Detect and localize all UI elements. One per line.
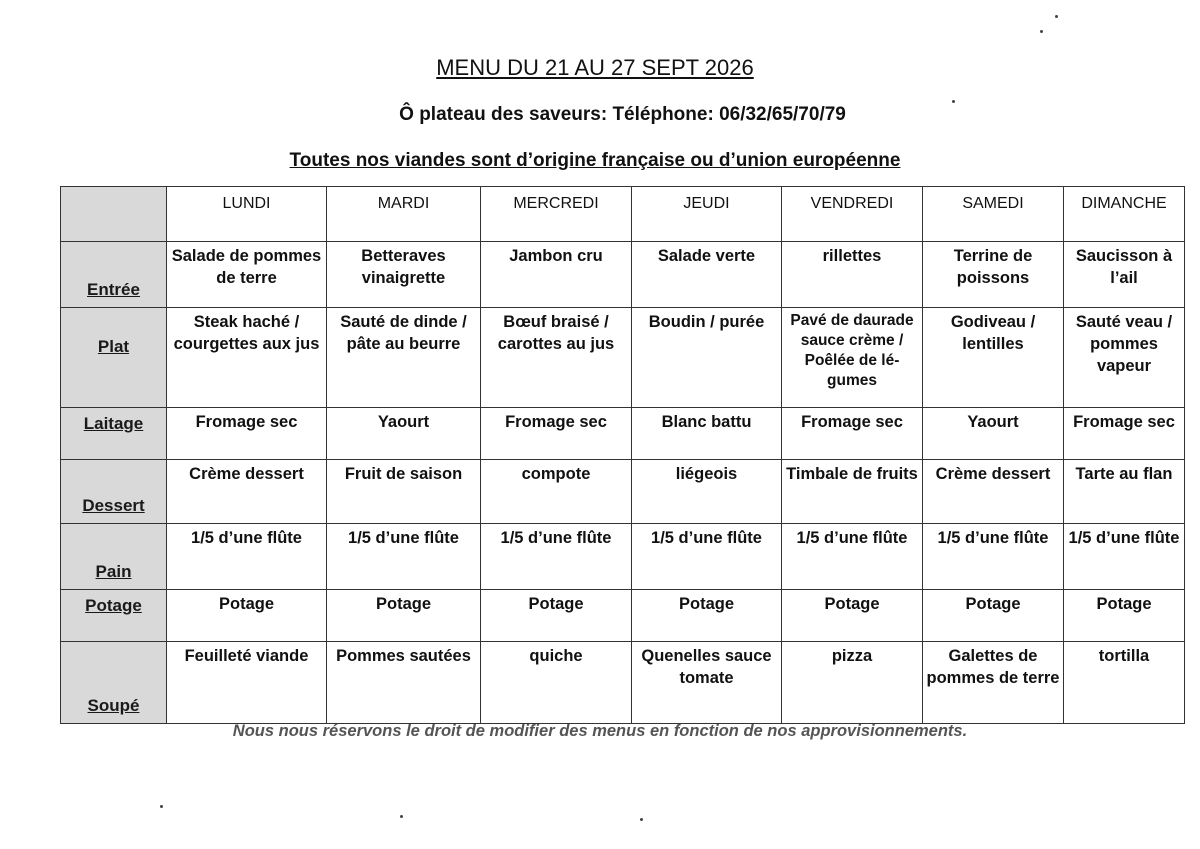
menu-cell: Timbale de fruits xyxy=(782,460,923,524)
scan-speck xyxy=(640,818,643,821)
row-label: Dessert xyxy=(61,460,167,524)
menu-row-plat xyxy=(61,308,1185,408)
row-label: Soupé xyxy=(61,642,167,724)
menu-cell: 1/5 d’une flûte xyxy=(167,524,327,590)
restaurant-contact: Ô plateau des saveurs: Téléphone: 06/32/65/70/79 xyxy=(399,104,846,125)
menu-cell: Potage xyxy=(632,590,782,642)
menu-cell: Feuilleté viande xyxy=(167,642,327,724)
menu-cell: Jambon cru xyxy=(481,242,632,308)
menu-cell: rillettes xyxy=(782,242,923,308)
menu-cell: Potage xyxy=(923,590,1064,642)
day-header: LUNDI xyxy=(167,187,327,242)
menu-cell: Potage xyxy=(481,590,632,642)
menu-cell: Potage xyxy=(327,590,481,642)
corner-cell xyxy=(61,187,167,242)
menu-cell: Yaourt xyxy=(923,408,1064,460)
row-label: Entrée xyxy=(61,242,167,308)
scan-speck xyxy=(952,100,955,103)
menu-cell: 1/5 d’une flûte xyxy=(923,524,1064,590)
weekly-menu-table xyxy=(60,186,1185,724)
menu-cell: 1/5 d’une flûte xyxy=(782,524,923,590)
menu-cell: Blanc battu xyxy=(632,408,782,460)
menu-cell: Terrine de poissons xyxy=(923,242,1064,308)
menu-cell: Betteraves vinaigrette xyxy=(327,242,481,308)
menu-cell: Salade de pommes de terre xyxy=(167,242,327,308)
meat-origin-notice: Toutes nos viandes sont d’origine française ou d’union européenne xyxy=(289,150,901,171)
scan-speck xyxy=(1055,15,1058,18)
menu-cell: Potage xyxy=(1064,590,1185,642)
row-label: Plat xyxy=(61,308,167,408)
menu-row-laitage xyxy=(61,408,1185,460)
menu-cell: 1/5 d’une flûte xyxy=(327,524,481,590)
menu-cell: pizza xyxy=(782,642,923,724)
menu-cell: Galettes de pommes de terre xyxy=(923,642,1064,724)
menu-cell: Steak haché / courgettes aux jus xyxy=(167,308,327,408)
menu-cell: Sauté de dinde / pâte au beurre xyxy=(327,308,481,408)
row-label: Potage xyxy=(61,590,167,642)
menu-cell: Boudin / purée xyxy=(632,308,782,408)
menu-cell: Potage xyxy=(167,590,327,642)
menu-cell: tortilla xyxy=(1064,642,1185,724)
menu-cell: 1/5 d’une flûte xyxy=(632,524,782,590)
day-header: JEUDI xyxy=(632,187,782,242)
menu-cell: Tarte au flan xyxy=(1064,460,1185,524)
menu-cell: Fromage sec xyxy=(167,408,327,460)
menu-cell: Sauté veau / pommes vapeur xyxy=(1064,308,1185,408)
scan-speck xyxy=(1040,30,1043,33)
menu-cell: Quenelles sauce tomate xyxy=(632,642,782,724)
menu-cell: Pavé de daurade sauce crème / Poêlée de lé-gumes xyxy=(782,308,923,408)
menu-cell: Salade verte xyxy=(632,242,782,308)
menu-row-potage xyxy=(61,590,1185,642)
menu-cell: liégeois xyxy=(632,460,782,524)
menu-cell: Yaourt xyxy=(327,408,481,460)
menu-cell: Fromage sec xyxy=(1064,408,1185,460)
menu-cell: compote xyxy=(481,460,632,524)
menu-cell: Saucisson à l’ail xyxy=(1064,242,1185,308)
scan-speck xyxy=(400,815,403,818)
menu-cell: 1/5 d’une flûte xyxy=(481,524,632,590)
day-header: DIMANCHE xyxy=(1064,187,1185,242)
day-header: SAMEDI xyxy=(923,187,1064,242)
menu-cell: Crème dessert xyxy=(923,460,1064,524)
day-header: MARDI xyxy=(327,187,481,242)
menu-cell: Fruit de saison xyxy=(327,460,481,524)
menu-row-entree xyxy=(61,242,1185,308)
page-title: MENU DU 21 AU 27 SEPT 2026 xyxy=(436,55,754,80)
menu-cell: Godiveau / lentilles xyxy=(923,308,1064,408)
scan-speck xyxy=(160,805,163,808)
menu-cell: quiche xyxy=(481,642,632,724)
menu-cell: Fromage sec xyxy=(481,408,632,460)
menu-row-pain xyxy=(61,524,1185,590)
menu-row-soupe xyxy=(61,642,1185,724)
day-header: VENDREDI xyxy=(782,187,923,242)
day-header-row xyxy=(61,187,1185,242)
menu-cell: Bœuf braisé / carottes au jus xyxy=(481,308,632,408)
menu-cell: 1/5 d’une flûte xyxy=(1064,524,1185,590)
menu-cell: Crème dessert xyxy=(167,460,327,524)
menu-row-dessert xyxy=(61,460,1185,524)
day-header: MERCREDI xyxy=(481,187,632,242)
row-label: Pain xyxy=(61,524,167,590)
footer-disclaimer: Nous nous réservons le droit de modifier des menus en fonction de nos approvisionnements. xyxy=(232,722,968,740)
menu-cell: Fromage sec xyxy=(782,408,923,460)
menu-cell: Pommes sautées xyxy=(327,642,481,724)
row-label: Laitage xyxy=(61,408,167,460)
menu-cell: Potage xyxy=(782,590,923,642)
